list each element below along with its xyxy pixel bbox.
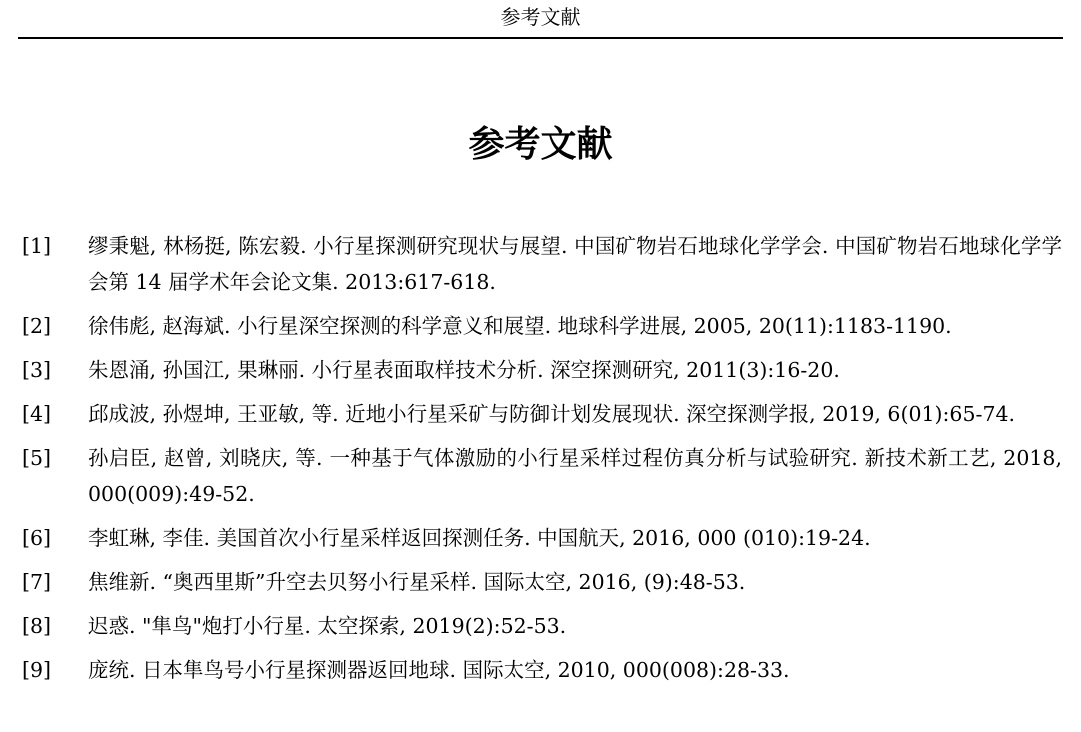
running-header — [18, 0, 1063, 39]
reference-item — [22, 652, 1062, 688]
reference-item — [22, 308, 1062, 344]
reference-text: 庞统. 日本隼鸟号小行星探测器返回地球. 国际太空, 2010, 000(008):28-33. — [88, 658, 790, 682]
reference-number: [8] — [22, 614, 52, 638]
reference-item — [22, 440, 1062, 512]
reference-number: [4] — [22, 402, 52, 426]
reference-item — [22, 520, 1062, 556]
running-header-title: 参考文献 — [500, 5, 581, 29]
reference-text: 焦维新. “奥西里斯”升空去贝努小行星采样. 国际太空, 2016, (9):48-53. — [88, 570, 746, 594]
reference-number: [5] — [22, 446, 52, 470]
reference-number: [7] — [22, 570, 52, 594]
reference-text: 李虹琳, 李佳. 美国首次小行星采样返回探测任务. 中国航天, 2016, 000 (010):19-24. — [88, 526, 871, 550]
reference-number: [6] — [22, 526, 52, 550]
reference-text: 孙启臣, 赵曾, 刘晓庆, 等. 一种基于气体激励的小行星采样过程仿真分析与试验研究. 新技术新工艺, 2018, 000(009):49-52. — [88, 446, 1062, 506]
reference-text: 徐伟彪, 赵海斌. 小行星深空探测的科学意义和展望. 地球科学进展, 2005, 20(11):1183-1190. — [88, 314, 952, 338]
reference-number: [9] — [22, 658, 52, 682]
reference-text: 缪秉魁, 林杨挺, 陈宏毅. 小行星探测研究现状与展望. 中国矿物岩石地球化学学会. 中国矿物岩石地球化学学会第 14 届学术年会论文集. 2013:617-618. — [88, 234, 1062, 294]
reference-item — [22, 228, 1062, 300]
page-title: 参考文献 — [468, 124, 613, 165]
reference-item — [22, 396, 1062, 432]
reference-number: [1] — [22, 234, 52, 258]
reference-number: [3] — [22, 358, 52, 382]
reference-item — [22, 564, 1062, 600]
reference-text: 迟惑. "隼鸟"炮打小行星. 太空探索, 2019(2):52-53. — [88, 614, 567, 638]
reference-text: 邱成波, 孙煜坤, 王亚敏, 等. 近地小行星采矿与防御计划发展现状. 深空探测学报, 2019, 6(01):65-74. — [88, 402, 1016, 426]
reference-text: 朱恩涌, 孙国江, 果琳丽. 小行星表面取样技术分析. 深空探测研究, 2011(3):16-20. — [88, 358, 840, 382]
reference-item — [22, 608, 1062, 644]
reference-number: [2] — [22, 314, 52, 338]
reference-item — [22, 352, 1062, 388]
reference-list — [22, 228, 1062, 696]
